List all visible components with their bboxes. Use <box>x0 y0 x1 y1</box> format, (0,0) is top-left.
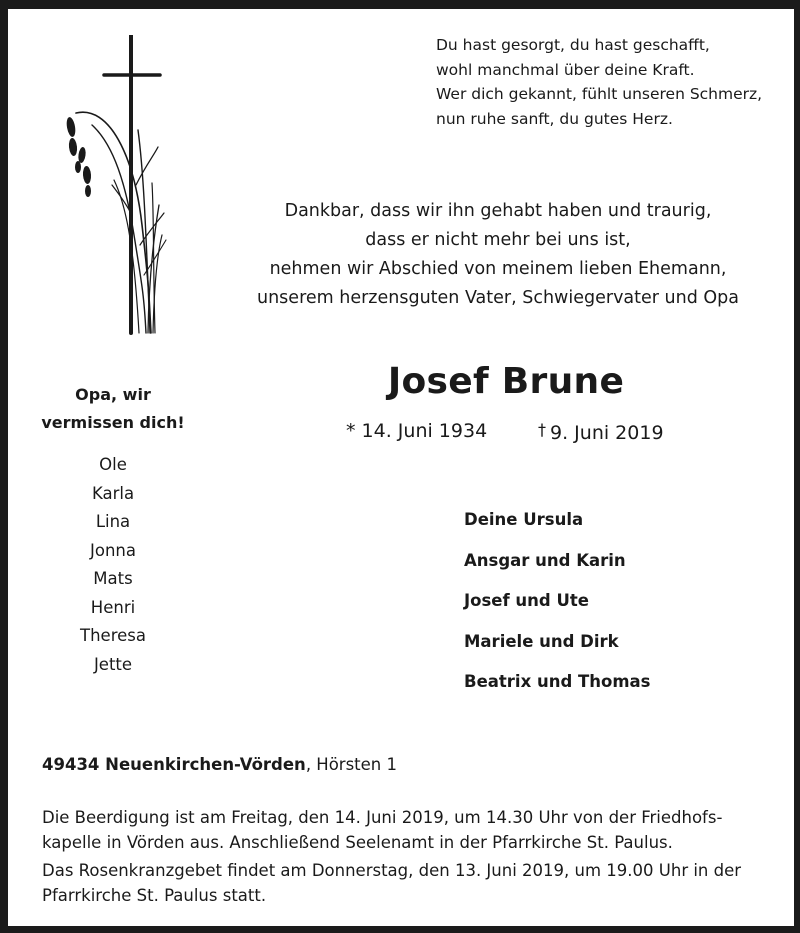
grandchild-name: Henri <box>90 597 136 617</box>
grandchild-name: Karla <box>91 483 135 503</box>
intro-line: dass er nicht mehr bei uns ist, <box>365 230 631 250</box>
grandchildren-title-line: vermissen dich! <box>41 413 185 432</box>
grandchildren-list <box>28 451 198 679</box>
funeral-notice <box>42 806 782 908</box>
mourner-name: Mariele und Dirk <box>464 631 619 651</box>
mourners-list <box>464 500 764 703</box>
intro-text <box>248 197 748 313</box>
intro-line: Dankbar, dass wir ihn gehabt haben und traurig, <box>284 201 712 221</box>
rosary-line: Das Rosenkranzgebet findet am Donnerstag, den 13. Juni 2019, um 19.00 Uhr in der <box>42 861 742 880</box>
poem-line: Wer dich gekannt, fühlt unseren Schmerz, <box>436 85 763 103</box>
death-cross-icon: † <box>538 420 546 439</box>
intro-line: nehmen wir Abschied von meinem lieben Ehemann, <box>269 259 727 279</box>
intro-line: unserem herzensguten Vater, Schwiegervater und Opa <box>257 288 739 308</box>
rosary-line: Pfarrkirche St. Paulus statt. <box>42 885 267 905</box>
birth-date: * 14. Juni 1934 <box>346 420 488 442</box>
cross-with-wheat-icon <box>54 35 174 345</box>
address-street: , Hörsten 1 <box>305 755 398 774</box>
grandchild-name: Jonna <box>90 540 136 560</box>
death-date: 9. Juni 2019 <box>550 422 664 444</box>
poem-line: wohl manchmal über deine Kraft. <box>436 60 695 79</box>
poem-line: nun ruhe sanft, du gutes Herz. <box>436 109 673 128</box>
grandchild-name: Jette <box>93 654 133 674</box>
death-date-block <box>538 420 664 444</box>
grandchildren-title <box>28 381 198 437</box>
mourner-name: Beatrix und Thomas <box>464 672 651 691</box>
mourner-name: Deine Ursula <box>464 510 584 529</box>
funeral-line: Die Beerdigung ist am Freitag, den 14. Juni 2019, um 14.30 Uhr von der Friedhofs- <box>42 808 723 827</box>
grandchild-name: Mats <box>93 569 133 588</box>
address <box>42 755 397 774</box>
grandchild-name: Theresa <box>80 626 146 645</box>
grandchild-name: Ole <box>99 455 127 474</box>
grandchild-name: Lina <box>95 512 131 531</box>
address-city: 49434 Neuenkirchen-Vörden <box>42 755 306 774</box>
grandchildren-title-line: Opa, wir <box>75 385 151 404</box>
poem <box>436 33 776 131</box>
cross-with-wheat-graphic <box>54 35 174 345</box>
poem-line: Du hast gesorgt, du hast geschafft, <box>436 36 710 54</box>
funeral-line: kapelle in Vörden aus. Anschließend Seelenamt in der Pfarrkirche St. Paulus. <box>42 832 673 852</box>
mourner-name: Ansgar und Karin <box>464 550 626 570</box>
mourner-name: Josef und Ute <box>464 591 589 610</box>
deceased-name: Josef Brune <box>387 361 625 402</box>
